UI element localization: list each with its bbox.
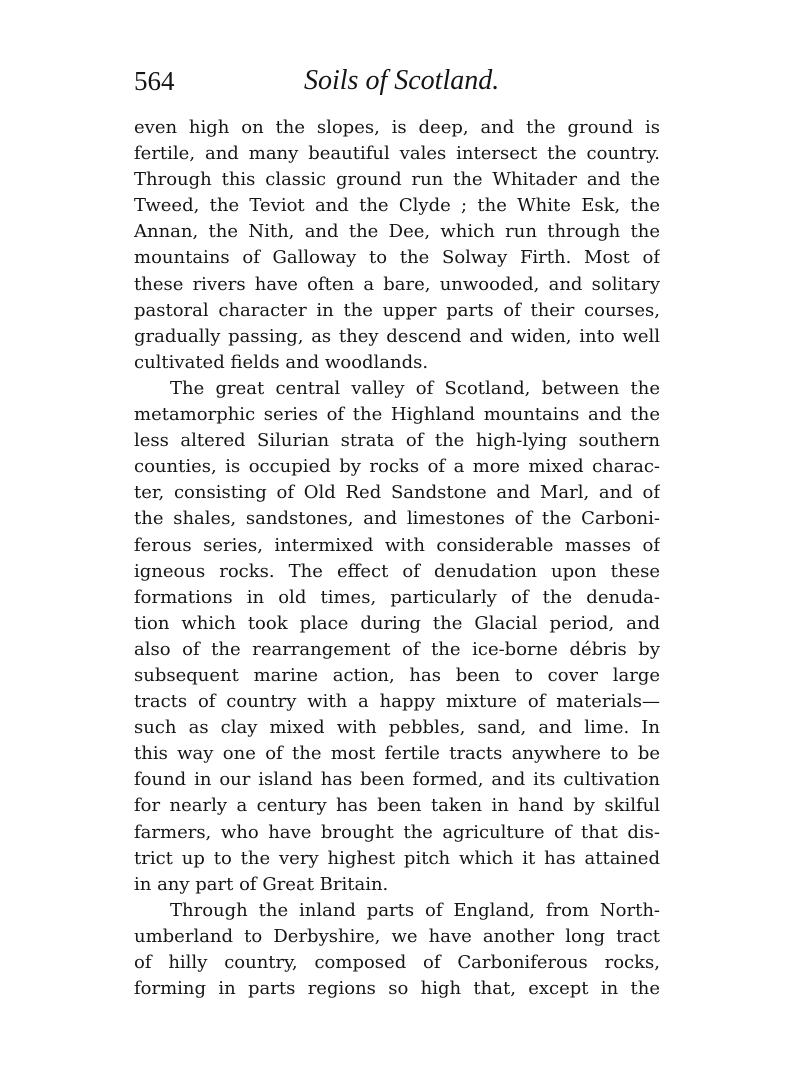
text-line: gradually passing, as they descend and widen, into well xyxy=(134,325,660,347)
text-line: Tweed, the Teviot and the Clyde ; the White Esk, the xyxy=(134,195,660,217)
text-line: fertile, and many beautiful vales intersect the country. xyxy=(134,143,660,165)
text-line: less altered Silurian strata of the high-lying southern xyxy=(134,430,660,452)
text-line: metamorphic series of the Highland mountains and the xyxy=(134,404,660,426)
text-line: pastoral character in the upper parts of their courses, xyxy=(134,299,660,321)
text-line: cultivated fields and woodlands. xyxy=(134,351,429,373)
text-line: this way one of the most fertile tracts anywhere to be xyxy=(134,743,660,765)
text-line: Through the inland parts of England, from North- xyxy=(170,899,660,921)
text-line: such as clay mixed with pebbles, sand, and lime. In xyxy=(134,717,660,739)
text-line: farmers, who have brought the agriculture of that dis- xyxy=(134,821,660,843)
text-line: forming in parts regions so high that, except in the xyxy=(134,978,660,1000)
paragraph xyxy=(134,115,660,376)
text-line: umberland to Derbyshire, we have another long tract xyxy=(134,925,660,947)
text-line: also of the rearrangement of the ice-borne débris by xyxy=(134,638,660,660)
text-line: for nearly a century has been taken in hand by skilful xyxy=(134,795,660,817)
text-line: counties, is occupied by rocks of a more mixed charac- xyxy=(134,456,660,478)
text-line: mountains of Galloway to the Solway Firth. Most of xyxy=(134,247,660,269)
text-line: trict up to the very highest pitch which it has attained xyxy=(134,847,660,869)
page-header xyxy=(134,64,660,104)
text-line: these rivers have often a bare, unwooded, and solitary xyxy=(134,273,660,295)
text-line: found in our island has been formed, and its cultivation xyxy=(134,769,660,791)
text-line: in any part of Great Britain. xyxy=(134,873,389,895)
text-line: even high on the slopes, is deep, and the ground is xyxy=(134,117,660,138)
page-number: 564 xyxy=(134,66,175,96)
paragraph xyxy=(134,898,660,1002)
text-line: igneous rocks. The effect of denudation upon these xyxy=(134,560,660,582)
paragraph xyxy=(134,376,660,898)
text-line: formations in old times, particularly of the denuda- xyxy=(134,586,660,608)
text-line: Annan, the Nith, and the Dee, which run through the xyxy=(134,221,660,243)
text-line: tracts of country with a happy mixture of materials— xyxy=(134,691,660,713)
text-line: ter, consisting of Old Red Sandstone and Marl, and of xyxy=(134,482,660,504)
text-line: ferous series, intermixed with considerable masses of xyxy=(134,534,660,556)
text-line: The great central valley of Scotland, between the xyxy=(170,377,660,399)
text-line: of hilly country, composed of Carboniferous rocks, xyxy=(134,952,660,973)
body-text xyxy=(134,115,660,1002)
text-line: tion which took place during the Glacial period, and xyxy=(134,612,660,634)
text-line: subsequent marine action, has been to cover large xyxy=(134,664,660,686)
text-line: the shales, sandstones, and limestones of the Carboni- xyxy=(134,508,660,530)
text-line: Through this classic ground run the Whitader and the xyxy=(134,169,660,191)
running-title: Soils of Scotland. xyxy=(304,65,500,96)
